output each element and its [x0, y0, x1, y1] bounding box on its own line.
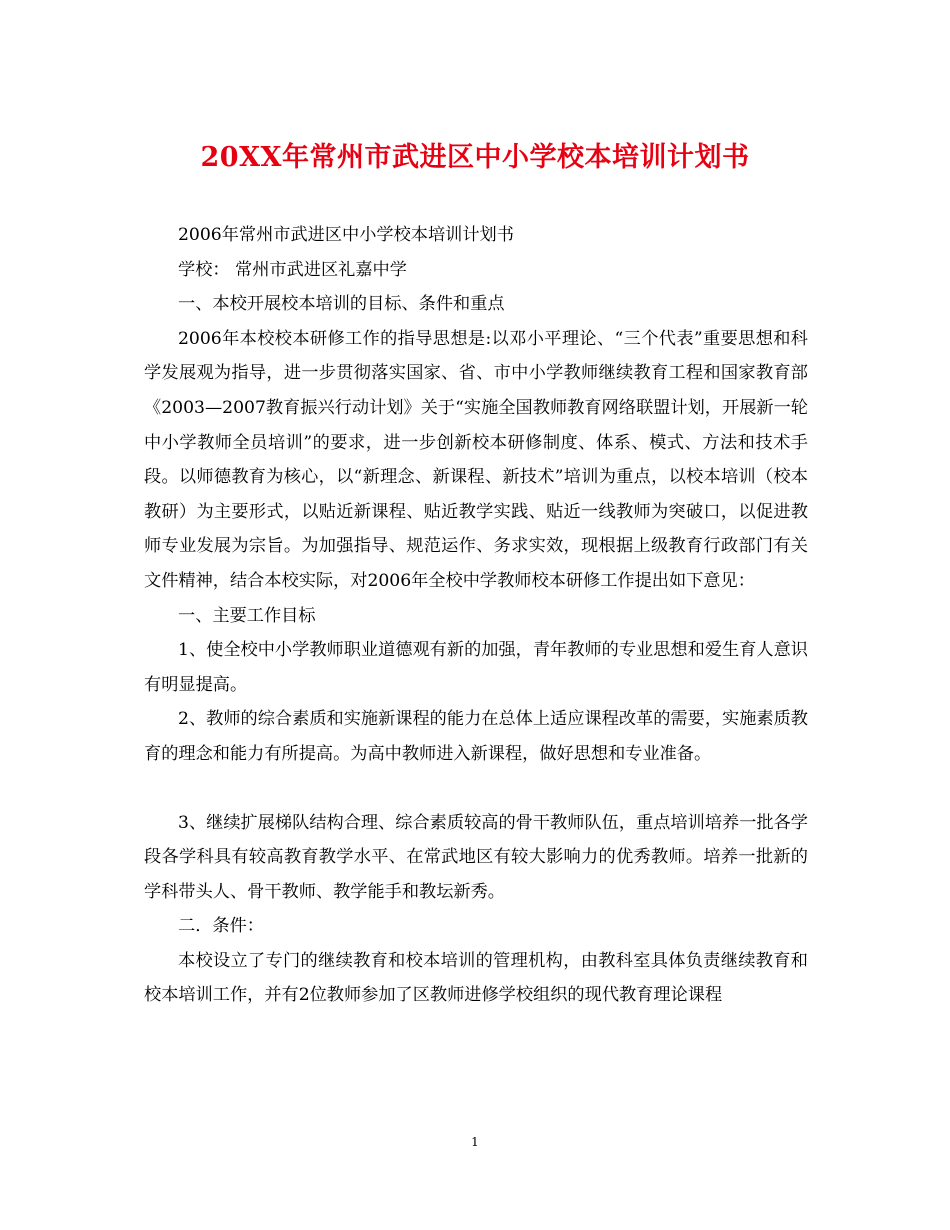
paragraph-main-goals-heading: 一、主要工作目标	[178, 605, 316, 626]
paragraph-spacer	[144, 772, 808, 806]
paragraph-guiding-thought: 2006年本校校本研修工作的指导思想是:以邓小平理论、“三个代表”重要思想和科学发展观为指导，进一步贯彻落实国家、省、市中小学教师继续教育工程和国家教育部《2003—2007教育振兴行动计划》关于“实施全国教师教育网络联盟计划，开展新一轮中小学教师全员培训”的要求，进一步创新校本研修制度、体系、模式、方法和技术手段。以师德教育为核心，以“新理念、新课程、新技术”培训为重点，以校本培训（校本教研）为主要形式，以贴近新课程、贴近教学实践、贴近一线教师为突破口，以促进教师专业发展为宗旨。为加强指导、规范运作、务求实效，现根据上级教育行政部门有关文件精神，结合本校实际，对2006年全校中学教师校本研修工作提出如下意见：	[144, 328, 808, 591]
page-number: 1	[471, 1135, 479, 1149]
document-body	[144, 218, 808, 1013]
paragraph-goal-1: 1、使全校中小学教师职业道德观有新的加强，青年教师的专业思想和爱生育人意识有明显提高。	[144, 640, 808, 695]
document-title: 20XX年常州市武进区中小学校本培训计划书	[200, 142, 750, 173]
paragraph-plan-heading: 2006年常州市武进区中小学校本培训计划书	[178, 225, 514, 245]
paragraph-goal-3: 3、继续扩展梯队结构合理、综合素质较高的骨干教师队伍，重点培训培养一批各学段各学科具有较高教育教学水平、在常武地区有较大影响力的优秀教师。培养一批新的学科带头人、骨干教师、教学能手和教坛新秀。	[144, 812, 808, 902]
paragraph-goal-2: 2、教师的综合素质和实施新课程的能力在总体上适应课程改革的需要，实施素质教育的理念和能力有所提高。为高中教师进入新课程，做好思想和专业准备。	[144, 709, 808, 764]
paragraph-section-goals-heading: 一、本校开展校本培训的目标、条件和重点	[178, 294, 505, 315]
paragraph-conditions: 本校设立了专门的继续教育和校本培训的管理机构，由教科室具体负责继续教育和校本培训工作，并有2位教师参加了区教师进修学校组织的现代教育理论课程	[144, 950, 808, 1006]
paragraph-school-name: 学校： 常州市武进区礼嘉中学	[178, 259, 407, 280]
paragraph-conditions-heading: 二．条件：	[178, 916, 264, 937]
